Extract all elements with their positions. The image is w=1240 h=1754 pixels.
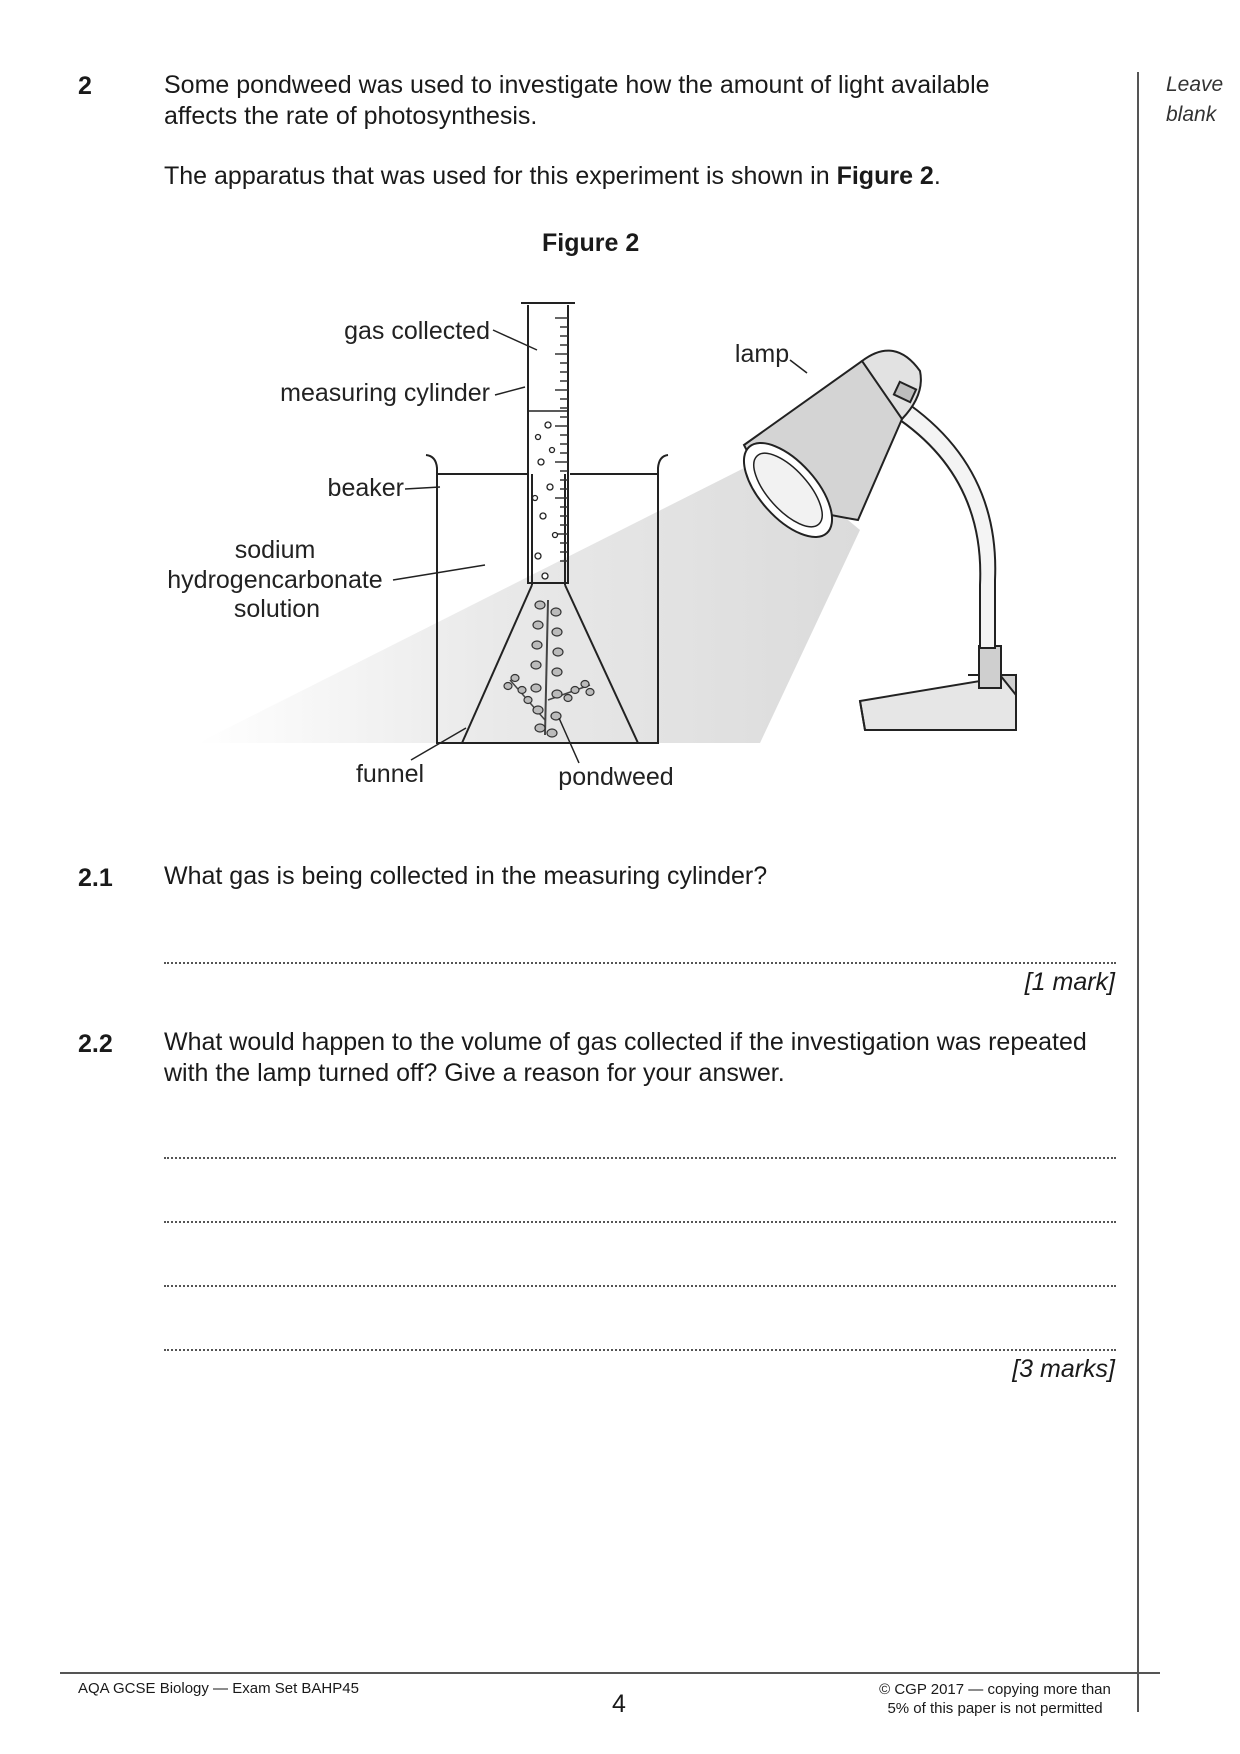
question-2-1-text: What gas is being collected in the measuring cylinder? xyxy=(164,862,768,890)
apparatus-figure-ref: Figure 2 xyxy=(836,162,934,190)
footer-copyright xyxy=(870,1680,1120,1718)
footer-copyright-line-1: © CGP 2017 — copying more than xyxy=(879,1681,1111,1698)
question-number-2: 2 xyxy=(78,72,92,100)
answer-line-2-2-c[interactable] xyxy=(164,1285,1116,1287)
label-measuring-cylinder: measuring cylinder xyxy=(280,379,490,407)
marks-2-1: [1 mark] xyxy=(1024,968,1115,996)
label-lamp: lamp xyxy=(734,340,790,368)
footer-exam-set: AQA GCSE Biology — Exam Set BAHP45 xyxy=(78,1680,359,1697)
question-2-line-1: Some pondweed was used to investigate how the amount of light available xyxy=(164,71,990,99)
figure-title: Figure 2 xyxy=(542,229,640,257)
label-beaker: beaker xyxy=(327,474,404,502)
footer-copyright-line-2: 5% of this paper is not permitted xyxy=(887,1700,1103,1717)
question-2-line-2: affects the rate of photosynthesis. xyxy=(164,102,538,130)
answer-line-2-1[interactable] xyxy=(164,962,1116,964)
question-number-2-2: 2.2 xyxy=(78,1030,113,1058)
label-funnel: funnel xyxy=(355,760,425,788)
label-solution-1: sodium xyxy=(234,536,316,564)
question-2-2-text xyxy=(164,1027,1124,1089)
figure-2-diagram xyxy=(0,0,1240,820)
lamp-arm xyxy=(900,405,995,648)
apparatus-text: The apparatus that was used for this experiment is shown in xyxy=(164,162,837,190)
apparatus-end: . xyxy=(933,162,941,190)
label-solution-3: solution xyxy=(233,595,321,623)
label-gas-collected: gas collected xyxy=(344,317,490,345)
margin-label-leave: Leave xyxy=(1166,73,1224,96)
lamp-socket xyxy=(979,646,1001,688)
footer-rule xyxy=(60,1672,1160,1674)
answer-line-2-2-b[interactable] xyxy=(164,1221,1116,1223)
question-2-2-line-1: What would happen to the volume of gas collected if the investigation was repeated xyxy=(164,1028,1087,1056)
margin-label-blank: blank xyxy=(1166,103,1217,126)
label-solution-2: hydrogencarbonate xyxy=(167,566,383,594)
label-pondweed: pondweed xyxy=(558,763,674,791)
answer-line-2-2-a[interactable] xyxy=(164,1157,1116,1159)
marks-2-2: [3 marks] xyxy=(1012,1355,1115,1383)
question-2-2-line-2: with the lamp turned off? Give a reason for your answer. xyxy=(164,1059,785,1087)
gas-bubbles xyxy=(533,422,558,579)
question-number-2-1: 2.1 xyxy=(78,864,113,892)
cylinder-graduations xyxy=(555,318,568,561)
answer-line-2-2-d[interactable] xyxy=(164,1349,1116,1351)
page-number: 4 xyxy=(612,1690,626,1718)
